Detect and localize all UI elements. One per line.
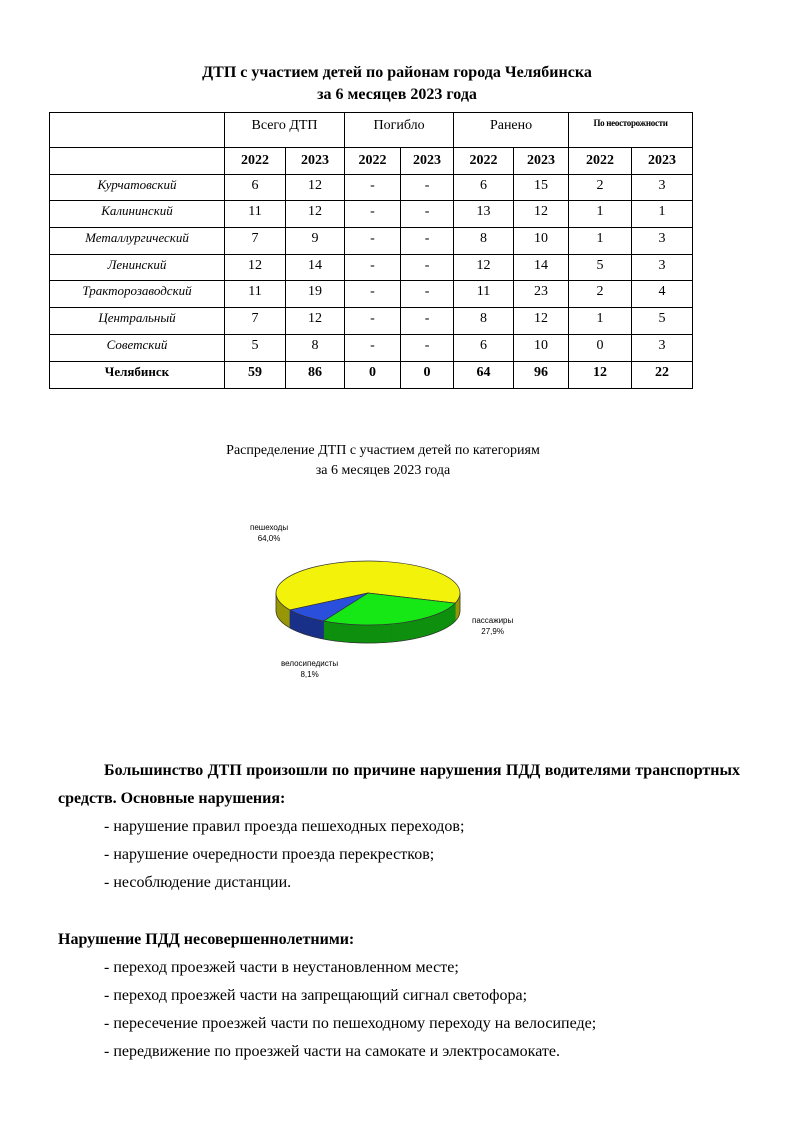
table-cell: 5	[632, 308, 693, 335]
minors-bullet: - переход проезжей части в неустановленном месте;	[104, 959, 459, 976]
minors-bullet: - передвижение по проезжей части на самокате и электросамокате.	[104, 1043, 560, 1060]
table-cell: 1	[569, 228, 632, 255]
table-cell: 0	[569, 334, 632, 361]
drivers-bullet: - нарушение очередности проезда перекрестков;	[104, 846, 435, 863]
table-cell: 12	[225, 254, 286, 281]
table-cell: 6	[454, 334, 514, 361]
total-cell: 12	[569, 361, 632, 388]
table-row	[50, 201, 693, 228]
table-cell: 3	[632, 228, 693, 255]
chart-title-line-2: за 6 месяцев 2023 года	[315, 463, 451, 478]
district-name: Тракторозаводский	[50, 281, 225, 308]
district-name: Советский	[50, 334, 225, 361]
total-cell: 96	[514, 361, 569, 388]
year-header: 2023	[514, 148, 569, 174]
table-cell: 5	[225, 334, 286, 361]
table-cell: 2	[569, 174, 632, 201]
table-cell: -	[345, 174, 401, 201]
district-name: Центральный	[50, 308, 225, 335]
total-cell: 59	[225, 361, 286, 388]
district-name: Курчатовский	[50, 174, 225, 201]
table-cell: 5	[569, 254, 632, 281]
table-cell: 3	[632, 334, 693, 361]
violations-minors-section	[58, 926, 740, 1066]
year-header: 2023	[632, 148, 693, 174]
table-cell: 13	[454, 201, 514, 228]
total-cell: 0	[401, 361, 454, 388]
minors-bullet: - пересечение проезжей части по пешеходному переходу на велосипеде;	[104, 1015, 597, 1032]
table-cell: -	[401, 308, 454, 335]
group-header-injured: Ранено	[454, 113, 569, 148]
table-cell: -	[345, 254, 401, 281]
title-line-1: ДТП с участием детей по районам города Челябинска	[202, 64, 592, 81]
district-name: Металлургический	[50, 228, 225, 255]
table-cell: -	[401, 174, 454, 201]
table-cell: 10	[514, 228, 569, 255]
table-row	[50, 334, 693, 361]
table-cell: 2	[569, 281, 632, 308]
pie-label-pedestrians: пешеходы 64,0%	[250, 523, 289, 543]
table-cell: 8	[454, 228, 514, 255]
table-cell: 19	[286, 281, 345, 308]
group-header-row	[50, 113, 693, 148]
year-header: 2022	[454, 148, 514, 174]
header-empty-cell	[50, 113, 225, 148]
table-cell: 4	[632, 281, 693, 308]
table-cell: 8	[454, 308, 514, 335]
table-cell: 1	[569, 308, 632, 335]
table-cell: 12	[286, 174, 345, 201]
minors-bullet: - переход проезжей части на запрещающий сигнал светофора;	[104, 987, 528, 1004]
district-name: Калининский	[50, 201, 225, 228]
year-header-empty-cell	[50, 148, 225, 174]
table-cell: -	[401, 334, 454, 361]
table-cell: 15	[514, 174, 569, 201]
table-cell: 11	[225, 201, 286, 228]
table-cell: -	[345, 334, 401, 361]
table-row	[50, 254, 693, 281]
table-cell: 23	[514, 281, 569, 308]
table-cell: 12	[454, 254, 514, 281]
table-cell: 11	[454, 281, 514, 308]
year-header: 2023	[286, 148, 345, 174]
year-header-row	[50, 148, 693, 174]
table-cell: -	[401, 281, 454, 308]
table-cell: 9	[286, 228, 345, 255]
table-row	[50, 308, 693, 335]
year-header: 2022	[345, 148, 401, 174]
district-stats-table	[49, 112, 693, 389]
district-name: Ленинский	[50, 254, 225, 281]
chart-title-line-1: Распределение ДТП с участием детей по категориям	[226, 443, 540, 458]
pie-label-passengers: пассажиры 27,9%	[472, 616, 514, 636]
group-header-killed: Погибло	[345, 113, 454, 148]
table-cell: -	[401, 228, 454, 255]
table-cell: 12	[514, 308, 569, 335]
total-row	[50, 361, 693, 388]
year-header: 2022	[569, 148, 632, 174]
violations-drivers-section	[58, 757, 740, 897]
total-cell: 22	[632, 361, 693, 388]
table-cell: 1	[632, 201, 693, 228]
table-row	[50, 174, 693, 201]
table-cell: 10	[514, 334, 569, 361]
table-cell: 12	[286, 308, 345, 335]
table-cell: -	[345, 281, 401, 308]
table-cell: 8	[286, 334, 345, 361]
year-header: 2023	[401, 148, 454, 174]
table-cell: 3	[632, 174, 693, 201]
total-cell: 0	[345, 361, 401, 388]
minors-heading: Нарушение ПДД несовершеннолетними:	[58, 931, 355, 948]
district-rows	[50, 174, 693, 361]
table-row	[50, 281, 693, 308]
total-district: Челябинск	[50, 361, 225, 388]
table-cell: 6	[225, 174, 286, 201]
table-cell: 14	[514, 254, 569, 281]
title-line-2: за 6 месяцев 2023 года	[317, 86, 477, 103]
year-header: 2022	[225, 148, 286, 174]
table-cell: -	[345, 201, 401, 228]
table-cell: 1	[569, 201, 632, 228]
drivers-bullet: - несоблюдение дистанции.	[104, 874, 292, 891]
table-cell: -	[401, 201, 454, 228]
total-cell: 86	[286, 361, 345, 388]
table-cell: 7	[225, 308, 286, 335]
table-cell: 6	[454, 174, 514, 201]
page-title	[0, 62, 794, 106]
table-cell: -	[401, 254, 454, 281]
drivers-bullet: - нарушение правил проезда пешеходных переходов;	[104, 818, 465, 835]
table-cell: 11	[225, 281, 286, 308]
table-cell: 7	[225, 228, 286, 255]
table-cell: 12	[286, 201, 345, 228]
table-cell: 12	[514, 201, 569, 228]
table-cell: -	[345, 308, 401, 335]
table-cell: 14	[286, 254, 345, 281]
chart-title	[0, 441, 766, 481]
group-header-total: Всего ДТП	[225, 113, 345, 148]
drivers-paragraph: Большинство ДТП произошли по причине нарушения ПДД водителями транспортных средств. Основные нарушения:	[58, 762, 740, 807]
table-cell: 3	[632, 254, 693, 281]
group-header-negligence: По неосторожности	[569, 113, 693, 148]
table-cell: -	[345, 228, 401, 255]
pie-label-cyclists: велосипедисты 8,1%	[281, 659, 339, 679]
table-row	[50, 228, 693, 255]
total-cell: 64	[454, 361, 514, 388]
